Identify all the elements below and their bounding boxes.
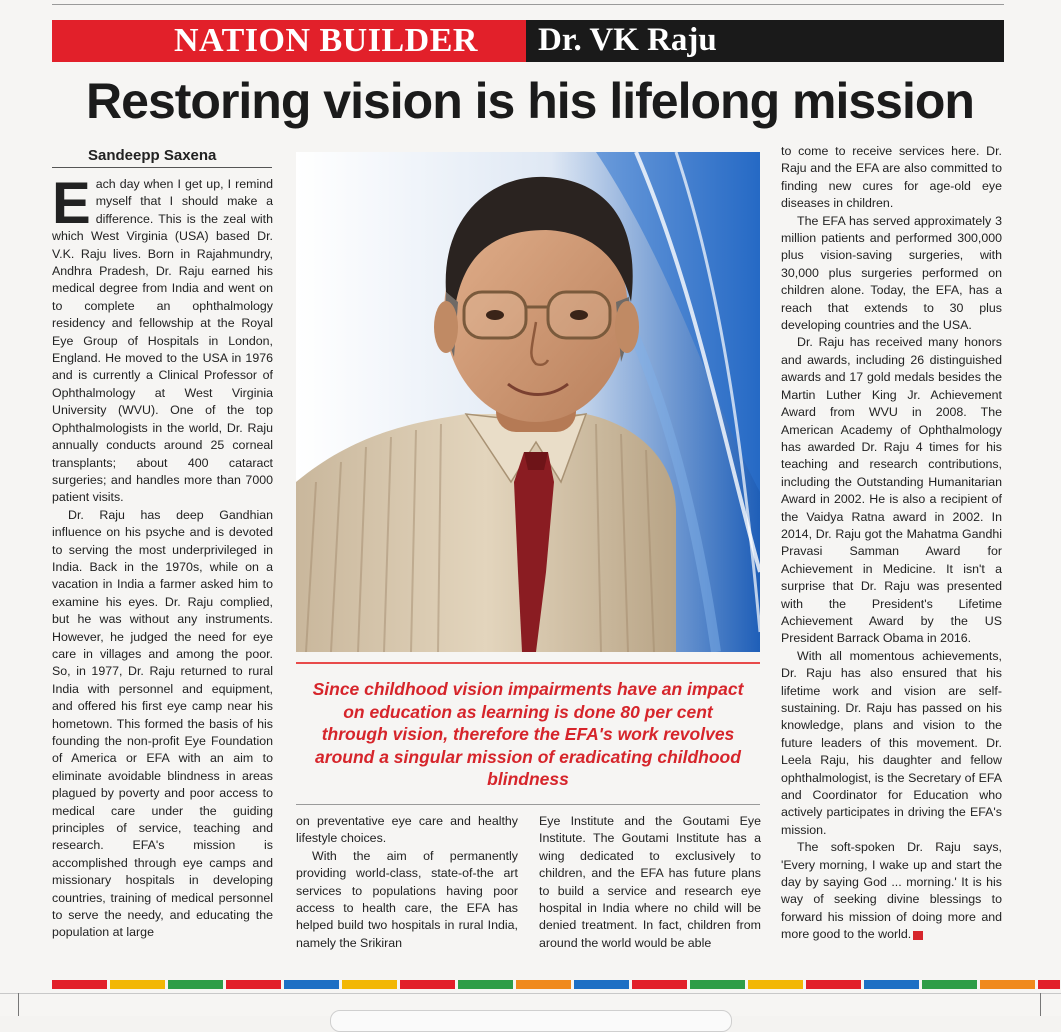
paragraph: Dr. Raju has received many honors and awards, including 26 distinguished awards and 17 gold medals besides the Martin Luther King Jr. Achievement Award from WVU in 2008. The American Academy of Ophthalmology has awarded Dr. Raju 4 times for his teaching and research contributions, including the Outstanding Humanitarian Award in 2002. He is also a recipient of the Vaidya Ratna award in 2002. In 2014, Dr. Raju got the Mahatma Gandhi Pravasi Samman Award for Achievement in Medicine. It isn't a surprise that Dr. Raju was presented with the President's Lifetime Achievement Award by the US President Barrack Obama in 2016.: [781, 335, 1002, 646]
viewer-handle[interactable]: [330, 1010, 732, 1032]
paragraph: Eye Institute and the Goutami Eye Institute. The Goutami Institute has a wing dedicated to exclusively to children, and the EFA has future plans to build a service and research eye hospital in India where no child will be denied treatment. In fact, children from around the world would be able: [539, 814, 761, 950]
paragraph: With the aim of permanently providing world-class, state-of-the art services to populations having poor access to health care, the EFA has helped build two hospitals in rural India, namely the Srikiran: [296, 848, 518, 950]
bottom-color-bar: [52, 980, 1060, 989]
portrait-photo: [296, 152, 760, 652]
red-square-end-mark-icon: [913, 931, 923, 940]
paragraph: [52, 171, 273, 507]
byline-rule: [52, 167, 272, 168]
drop-cap: E: [52, 171, 91, 236]
subject-name: Dr. VK Raju: [538, 22, 717, 58]
paragraph-text: ach day when I get up, I remind myself that I should make a difference. This is the zeal with which West Virginia (USA) based Dr. V.K. Raju lives. Born in Rajahmundry, Andhra Pradesh, Dr. Raju earned his medical degree from India and went on to complete an ophthalmology residency and fellowship at the Royal Eye Group of Hospitals in London, England. He moved to the USA in 1976 and is currently a Clinical Professor of Ophthalmology at West Virginia University (WVU). One of the top Ophthalmologists in the world, Dr. Raju annually conducts around 25 corneal transplants; about 400 cataract surgeries; and handles more than 7000 patient visits.: [52, 177, 273, 505]
paragraph: With all momentous achievements, Dr. Raju has also ensured that his lifetime work and vision are self-sustaining. Dr. Raju has passed on his knowledge, plans and vision to the future leaders of this movement. Dr. Leela Raju, his daughter and fellow ophthalmologist, is the Secretary of EFA and Coordinator for Education who actively participates in driving the EFA's mission.: [781, 648, 1002, 837]
pull-quote: [296, 662, 760, 805]
article-column-3: [539, 813, 761, 952]
paragraph: on preventative eye care and healthy lifestyle choices.: [296, 814, 518, 846]
top-rule: [52, 4, 1004, 5]
section-label: NATION BUILDER: [174, 22, 478, 59]
article-column-1: [52, 171, 273, 942]
page-bottom-rule: [0, 993, 1061, 994]
pull-quote-text: Since childhood vision impairments have an impact on education as learning is done 80 per cent through vision, therefore the EFA's work revolves around a singular mission of eradicating childhood blindness: [312, 679, 744, 789]
paragraph: The EFA has served approximately 3 million patients and performed 300,000 plus vision-saving surgeries, with 30,000 plus surgeries performed on children alone. Today, the EFA, has a reach that extends to 30 plus developing countries and the USA.: [781, 213, 1002, 333]
article-column-2: [296, 813, 518, 952]
portrait-illustration: [296, 152, 760, 652]
section-banner: [52, 20, 1004, 62]
crop-mark-left: [18, 993, 19, 1016]
byline: Sandeepp Saxena: [88, 147, 217, 164]
paragraph: [781, 839, 1002, 943]
crop-mark-right: [1040, 993, 1041, 1016]
paragraph-text: The soft-spoken Dr. Raju says, 'Every morning, I wake up and start the day by saying God ... morning.' It is his way of seeking divine blessings to forward his mission of doing more and more good to the world.: [781, 840, 1002, 942]
article-column-4: [781, 143, 1002, 944]
headline: Restoring vision is his lifelong mission: [86, 73, 974, 129]
paragraph: Dr. Raju has deep Gandhian influence on his psyche and is devoted to serving the most underprivileged in India. Back in the 1970s, while on a vacation in India a farmer asked him to examine his eyes. Dr. Raju complied, but he was without any instruments. However, he judged the need for eye care in villages and among the poor. So, in 1977, Dr. Raju returned to rural India with personnel and equipment, and offered his first eye camp near his hometown. This formed the basis of his founding the non-profit Eye Foundation of America or EFA with an aim to eliminate avoidable blindness in areas plagued by poverty and poor access to medical care under the guiding principles of service, teaching and research. EFA's mission is accomplished through eye camps and missionary hospitals in developing countries, training of medical personnel to serve the needy, and educating the population at large: [52, 507, 273, 940]
paragraph: to come to receive services here. Dr. Raju and the EFA are also committed to finding new cures for age-old eye diseases in children.: [781, 144, 1002, 211]
